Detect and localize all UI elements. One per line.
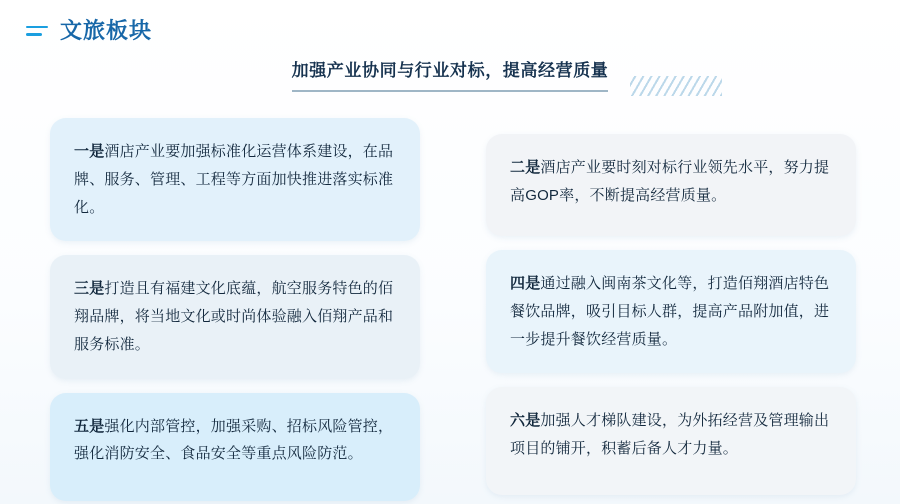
point-lead-6: 六是 <box>510 412 541 430</box>
subtitle-text: 加强产业协同与行业对标，提高经营质量 <box>291 61 609 80</box>
point-card-4 <box>486 250 856 373</box>
point-body-6: 加强人才梯队建设，为外拓经营及管理输出项目的铺开，积蓄后备人才力量。 <box>510 412 830 457</box>
hamburger-icon <box>26 24 48 36</box>
point-lead-1: 一是 <box>74 143 105 160</box>
point-card-5 <box>50 393 420 501</box>
point-lead-5: 五是 <box>74 417 105 435</box>
points-grid <box>50 118 856 501</box>
subtitle-box <box>286 56 615 102</box>
slide-header <box>26 14 152 45</box>
hatch-decoration-icon <box>630 76 722 96</box>
point-body-4: 通过融入闽南茶文化等，打造佰翔酒店特色餐饮品牌，吸引目标人群，提高产品附加值，进一步提升餐饮经营质量。 <box>510 275 830 348</box>
point-lead-2: 二是 <box>510 159 541 176</box>
subtitle-section <box>0 56 900 102</box>
point-body-1: 酒店产业要加强标准化运营体系建设，在品牌、服务、管理、工程等方面加快推进落实标准化。 <box>74 143 394 216</box>
page-title: 文旅板块 <box>60 18 153 43</box>
point-card-1 <box>50 118 420 241</box>
point-body-3: 打造且有福建文化底蕴，航空服务特色的佰翔品牌，将当地文化或时尚体验融入佰翔产品和服务标准。 <box>74 280 394 353</box>
point-body-5: 强化内部管控，加强采购、招标风险管控，强化消防安全、食品安全等重点风险防范。 <box>74 417 394 463</box>
point-lead-3: 三是 <box>74 280 105 298</box>
left-column <box>50 118 420 501</box>
point-lead-4: 四是 <box>510 275 541 292</box>
point-card-3 <box>50 255 420 378</box>
point-card-2 <box>486 134 856 236</box>
point-body-2: 酒店产业要时刻对标行业领先水平，努力提高GOP率，不断提高经营质量。 <box>510 159 830 204</box>
right-column <box>486 118 856 501</box>
point-card-6 <box>486 387 856 495</box>
subtitle-underline <box>292 90 609 92</box>
